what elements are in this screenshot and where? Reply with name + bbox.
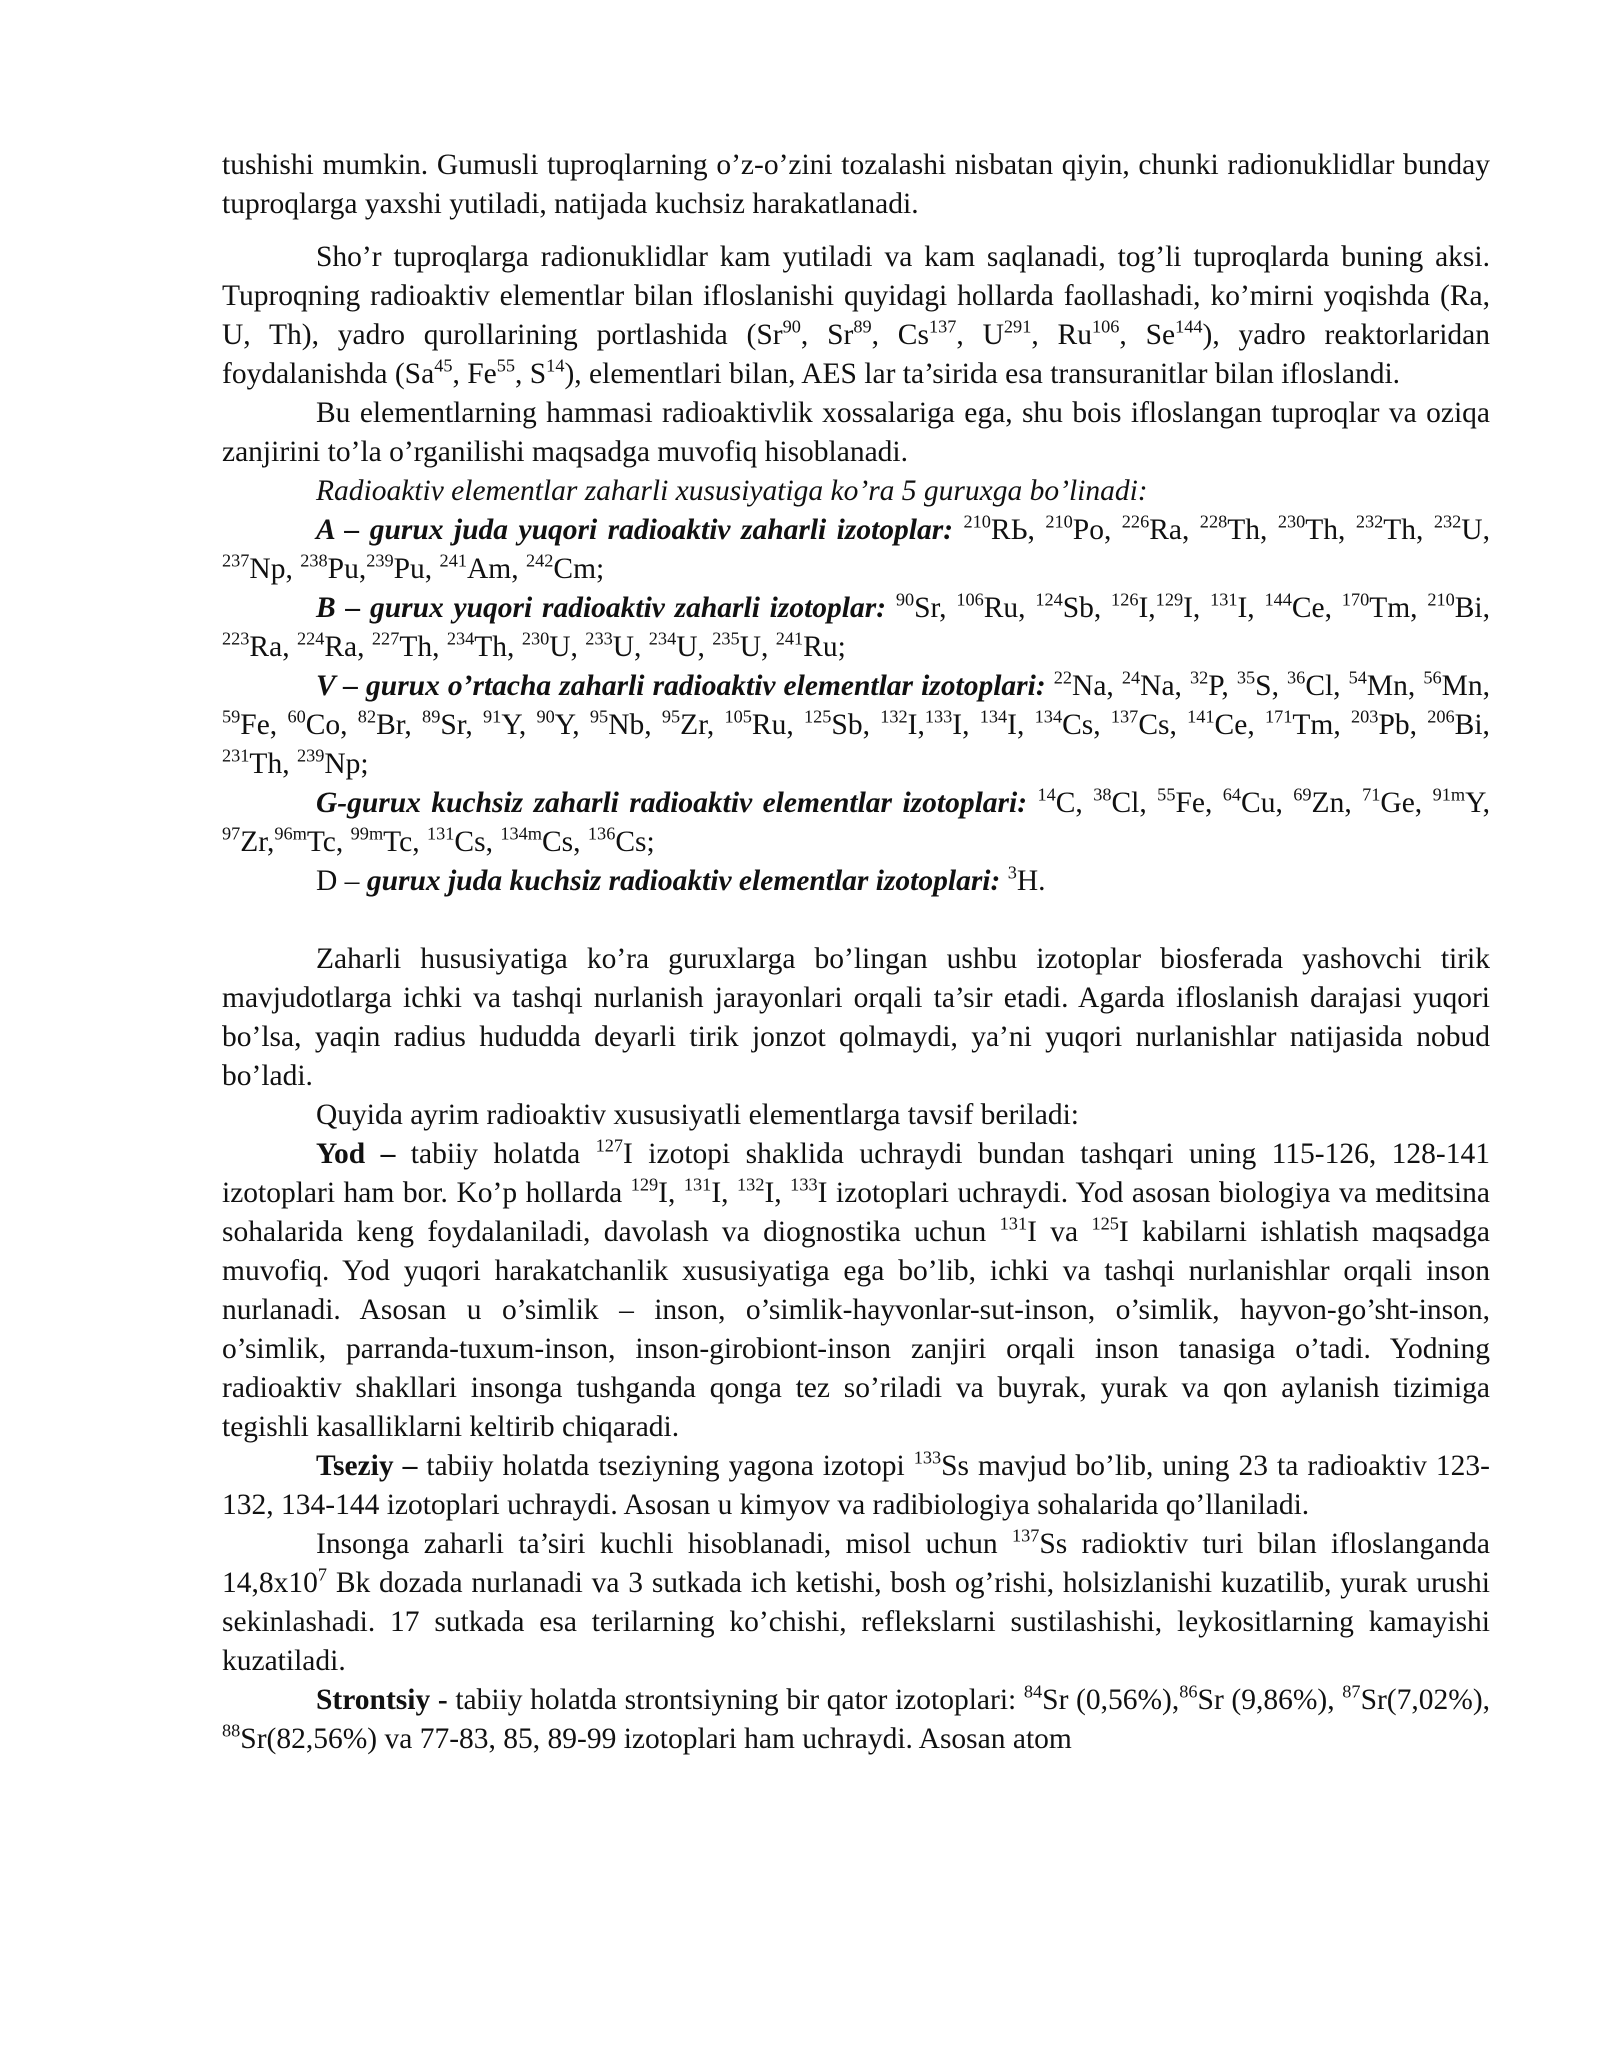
superscript: 60 bbox=[287, 706, 306, 727]
group-v bbox=[222, 667, 1490, 784]
superscript: 7 bbox=[317, 1564, 328, 1585]
superscript: 171 bbox=[1264, 706, 1293, 727]
superscript: 35 bbox=[1236, 667, 1256, 688]
text: I, bbox=[764, 1177, 791, 1209]
superscript: 224 bbox=[296, 628, 325, 649]
text: I, bbox=[711, 1177, 738, 1209]
superscript: 230 bbox=[521, 628, 550, 649]
text: , Ru bbox=[1031, 319, 1092, 351]
strontsiy-paragraph bbox=[222, 1681, 1490, 1759]
text: I izotopi shaklida uchraydi bundan tashqari uning 115-126, 128-141 izotoplari ham bor. Ko’p hollarda bbox=[222, 1138, 1490, 1209]
text: Am, bbox=[466, 553, 526, 585]
text: tabiiy holatda tseziyning yagona izotopi bbox=[417, 1450, 914, 1482]
superscript: 64 bbox=[1222, 784, 1242, 805]
text: Bk dozada nurlanadi va 3 sutkada ich ketishi, bosh og’rishi, holsizlanishi kuzatilib, yurak urushi sekinlashadi. 17 sutkada esa terilarning ko’chishi, reflekslarni sustilashishi, leykositlarning kamayishi kuzatiladi. bbox=[222, 1567, 1490, 1677]
superscript: 233 bbox=[585, 628, 613, 649]
text: Sr(7,02%), bbox=[1360, 1684, 1491, 1716]
text: U, bbox=[739, 631, 776, 663]
text: Cs; bbox=[615, 826, 655, 858]
superscript: 71 bbox=[1362, 784, 1381, 805]
text: Ge, bbox=[1380, 787, 1433, 819]
superscript: 136 bbox=[587, 823, 616, 844]
superscript: 95 bbox=[661, 706, 681, 727]
paragraph-7-text bbox=[222, 1525, 1490, 1677]
superscript: 133 bbox=[913, 1447, 942, 1468]
superscript: 227 bbox=[371, 628, 400, 649]
superscript: 86 bbox=[1179, 1681, 1198, 1702]
yod-paragraph bbox=[222, 1135, 1490, 1447]
text: Ra, bbox=[1149, 514, 1200, 546]
text: ), elementlari bilan, AES lar ta’sirida esa transuranitlar bilan ifloslandi. bbox=[564, 358, 1401, 390]
isotope-list bbox=[1000, 862, 1046, 897]
text: Th, bbox=[474, 631, 522, 663]
text: I, bbox=[1138, 592, 1156, 624]
text bbox=[1046, 670, 1054, 702]
superscript: 124 bbox=[1035, 589, 1063, 610]
text: I, bbox=[907, 709, 925, 741]
superscript: 134m bbox=[500, 823, 542, 844]
group-g bbox=[222, 784, 1490, 862]
superscript: 127 bbox=[595, 1135, 624, 1156]
group-d bbox=[222, 862, 1490, 901]
text: Ss radioktiv turi bilan ifloslanganda 14,8x10 bbox=[222, 1528, 1490, 1599]
superscript: 203 bbox=[1351, 706, 1379, 727]
superscript: 206 bbox=[1427, 706, 1455, 727]
tseziy-term: Tseziy – bbox=[316, 1450, 418, 1482]
group-d-prefix: D – bbox=[316, 865, 367, 897]
superscript: 137 bbox=[1110, 706, 1139, 727]
superscript: 210 bbox=[1427, 589, 1455, 610]
text: ), yadro reaktorlaridan foydalanishda (Sa bbox=[222, 319, 1490, 390]
text: RЬ, bbox=[990, 514, 1046, 546]
text: Th, bbox=[1227, 514, 1278, 546]
text: Tc, bbox=[306, 826, 351, 858]
superscript: 235 bbox=[712, 628, 740, 649]
superscript: 106 bbox=[956, 589, 984, 610]
superscript: 69 bbox=[1293, 784, 1312, 805]
text: Ru, bbox=[751, 709, 804, 741]
tseziy-paragraph bbox=[222, 1447, 1490, 1525]
text: Cs, bbox=[1138, 709, 1188, 741]
text: Pb, bbox=[1378, 709, 1428, 741]
superscript: 223 bbox=[222, 628, 250, 649]
superscript: 226 bbox=[1121, 511, 1150, 532]
superscript: 89 bbox=[422, 706, 441, 727]
superscript: 32 bbox=[1190, 667, 1209, 688]
superscript: 55 bbox=[496, 355, 515, 376]
text: Y, bbox=[554, 709, 590, 741]
text: Sr, bbox=[440, 709, 484, 741]
superscript: 55 bbox=[1157, 784, 1176, 805]
superscript: 59 bbox=[222, 706, 241, 727]
text: Tm, bbox=[1292, 709, 1352, 741]
group-a bbox=[222, 511, 1490, 589]
group-d-heading: gurux juda kuchsiz radioaktiv elementlar izotoplari: bbox=[366, 865, 1001, 897]
superscript: 38 bbox=[1093, 784, 1112, 805]
text bbox=[1000, 865, 1007, 897]
text: Th, bbox=[249, 748, 297, 780]
superscript: 144 bbox=[1264, 589, 1292, 610]
superscript: 105 bbox=[724, 706, 752, 727]
text: Mn, bbox=[1366, 670, 1424, 702]
text: Th, bbox=[399, 631, 447, 663]
text: Zr, bbox=[680, 709, 725, 741]
document-page bbox=[222, 146, 1490, 1759]
superscript: 133 bbox=[924, 706, 953, 727]
text: Sr (0,56%), bbox=[1042, 1684, 1180, 1716]
superscript: 99m bbox=[350, 823, 384, 844]
text: Ru, bbox=[983, 592, 1036, 624]
text: , Cs bbox=[871, 319, 929, 351]
text bbox=[886, 592, 896, 624]
text: I, bbox=[1183, 592, 1211, 624]
group-v-heading: V – gurux o’rtacha zaharli radioaktiv elementlar izotoplari: bbox=[316, 670, 1046, 702]
text: Ce, bbox=[1214, 709, 1265, 741]
superscript: 232 bbox=[1355, 511, 1384, 532]
superscript: 97 bbox=[222, 823, 241, 844]
superscript: 234 bbox=[648, 628, 677, 649]
superscript: 82 bbox=[357, 706, 377, 727]
superscript: 230 bbox=[1277, 511, 1306, 532]
text: Bi, bbox=[1454, 592, 1490, 624]
superscript: 144 bbox=[1175, 316, 1203, 337]
text: Br, bbox=[376, 709, 423, 741]
text: I, bbox=[1007, 709, 1035, 741]
superscript: 132 bbox=[880, 706, 908, 727]
text: tabiiy holatda bbox=[395, 1138, 596, 1170]
superscript: 170 bbox=[1341, 589, 1370, 610]
text: Np; bbox=[324, 748, 369, 780]
superscript: 131 bbox=[999, 1213, 1028, 1234]
text: Pu, bbox=[393, 553, 440, 585]
superscript: 141 bbox=[1187, 706, 1215, 727]
group-a-heading: A – gurux juda yuqori radioaktiv zaharli izotoplar: bbox=[316, 514, 954, 546]
text: Fe, bbox=[1175, 787, 1223, 819]
superscript: 56 bbox=[1423, 667, 1442, 688]
superscript: 54 bbox=[1348, 667, 1367, 688]
text: Zn, bbox=[1311, 787, 1363, 819]
text: I va bbox=[1027, 1216, 1092, 1248]
text: Sr, bbox=[914, 592, 957, 624]
superscript: 131 bbox=[1210, 589, 1238, 610]
text: , U bbox=[956, 319, 1004, 351]
text: Ru; bbox=[803, 631, 846, 663]
superscript: 137 bbox=[928, 316, 957, 337]
superscript: 24 bbox=[1121, 667, 1141, 688]
superscript: 238 bbox=[300, 550, 328, 571]
superscript: 133 bbox=[790, 1174, 818, 1195]
superscript: 22 bbox=[1053, 667, 1073, 688]
text: I kabilarni ishlatish maqsadga muvofiq. Yod yuqori harakatchanlik xususiyatiga ega bo’lib, ichki va tashqi nurlanishlar orqali inson nurlanadi. Asosan u o’simlik – inson, o’simlik-hayvonlar-sut-inson, o’simlik, hayvon-go’sht-inson, o’simlik, parranda-tuxum-inson, inson-girobiont-inson zanjiri orqali inson tanasiga o’tadi. Yodning radioaktiv shakllari insonga tushganda qonga tez so’riladi va buyrak, yurak va qon aylanish tizimiga tegishli kasalliklarni keltirib chiqaradi. bbox=[222, 1216, 1491, 1443]
text: Pu, bbox=[327, 553, 367, 585]
superscript: 241 bbox=[439, 550, 467, 571]
text: Ce, bbox=[1291, 592, 1342, 624]
superscript: 291 bbox=[1003, 316, 1032, 337]
text: U, bbox=[1461, 514, 1490, 546]
superscript: 125 bbox=[803, 706, 832, 727]
superscript: 239 bbox=[296, 745, 325, 766]
text: Na, bbox=[1072, 670, 1122, 702]
superscript: 95 bbox=[589, 706, 609, 727]
text: tabiiy holatda strontsiyning bir qator izotoplari: bbox=[447, 1684, 1024, 1716]
text: I, bbox=[658, 1177, 684, 1209]
paragraph-1: tushishi mumkin. Gumusli tuproqlarning o’z-o’zini tozalashi nisbatan qiyin, chunki radionuklidlar bunday tuproqlarga yaxshi yutiladi, natijada kuchsiz harakatlanadi. bbox=[222, 149, 1490, 220]
paragraph-7 bbox=[222, 1525, 1490, 1681]
text: I, bbox=[1237, 592, 1265, 624]
text: Cm; bbox=[553, 553, 605, 585]
paragraph-6: Quyida ayrim radioaktiv xususiyatli elementlarga tavsif beriladi: bbox=[316, 1099, 1079, 1131]
superscript: 132 bbox=[737, 1174, 765, 1195]
text: Tc, bbox=[383, 826, 427, 858]
superscript: 14 bbox=[1037, 784, 1056, 805]
text bbox=[1027, 787, 1037, 819]
group-g-heading: G-gurux kuchsiz zaharli radioaktiv elementlar izotoplari: bbox=[316, 787, 1028, 819]
superscript: 126 bbox=[1111, 589, 1139, 610]
superscript: 125 bbox=[1091, 1213, 1119, 1234]
paragraph-5: Zaharli hususiyatiga ko’ra guruxlarga bo’lingan ushbu izotoplar biosferada yashovchi tirik mavjudotlarga ichki va tashqi nurlanish jarayonlari orqali ta’sir etadi. Agarda ifloslanish darajasi yuqori bo’lsa, yaqin radius hududda deyarli tirik jonzot qolmaydi, ya’ni yuqori nurlanishlar natijasida nobud bo’ladi. bbox=[222, 943, 1490, 1092]
text: Y, bbox=[1465, 787, 1491, 819]
superscript: 106 bbox=[1091, 316, 1120, 337]
text: Mn, bbox=[1441, 670, 1490, 702]
superscript: 134 bbox=[1034, 706, 1063, 727]
text: Cs, bbox=[454, 826, 501, 858]
yod-term: Yod – bbox=[316, 1138, 396, 1170]
superscript: 45 bbox=[434, 355, 453, 376]
text: Insonga zaharli ta’siri kuchli hisoblanadi, misol uchun bbox=[316, 1528, 1012, 1560]
text: I, bbox=[952, 709, 980, 741]
text: C, bbox=[1055, 787, 1094, 819]
text: Th, bbox=[1383, 514, 1434, 546]
superscript: 91m bbox=[1432, 784, 1466, 805]
superscript: 87 bbox=[1342, 1681, 1361, 1702]
superscript: 84 bbox=[1023, 1681, 1043, 1702]
text: Np, bbox=[249, 553, 301, 585]
text: Co, bbox=[305, 709, 358, 741]
text: , S bbox=[515, 358, 547, 390]
yod-text bbox=[222, 1135, 1491, 1443]
text: Cs, bbox=[1062, 709, 1111, 741]
superscript: 241 bbox=[775, 628, 804, 649]
text: I izotoplari uchraydi. Yod asosan biologiya va meditsina sohalarida keng foydalaniladi, davolash va diognostika uchun bbox=[222, 1177, 1491, 1248]
text: Cl, bbox=[1305, 670, 1349, 702]
text: Po, bbox=[1072, 514, 1122, 546]
text bbox=[953, 514, 963, 546]
superscript: 90 bbox=[782, 316, 801, 337]
paragraph-3: Bu elementlarning hammasi radioaktivlik xossalariga ega, shu bois ifloslangan tuproqlar va oziqa zanjirini to’la o’rganilishi maqsadga muvofiq hisoblanadi. bbox=[222, 397, 1490, 468]
superscript: 89 bbox=[853, 316, 872, 337]
text: Nb, bbox=[608, 709, 662, 741]
text: U, bbox=[549, 631, 586, 663]
groups-intro: Radioaktiv elementlar zaharli xususiyatiga ko’ra 5 guruxga bo’linadi: bbox=[316, 475, 1148, 507]
superscript: 90 bbox=[895, 589, 915, 610]
group-b-heading: B – gurux yuqori radioaktiv zaharli izotoplar: bbox=[316, 592, 887, 624]
superscript: 129 bbox=[1155, 589, 1184, 610]
superscript: 237 bbox=[222, 550, 250, 571]
text: Cs, bbox=[541, 826, 588, 858]
text: Sr(82,56%) va 77-83, 85, 89-99 izotoplari ham uchraydi. Asosan atom bbox=[240, 1723, 1072, 1755]
text: Na, bbox=[1140, 670, 1191, 702]
text: , Sr bbox=[800, 319, 854, 351]
superscript: 231 bbox=[222, 745, 250, 766]
text: P, bbox=[1208, 670, 1237, 702]
superscript: 234 bbox=[446, 628, 475, 649]
text: Sho’r tuproqlarga radionuklidlar kam yutiladi va kam saqlanadi, tog’li tuproqlarda buning aksi. Tuproqning radioaktiv elementlar bilan ifloslanishi quyidagi hollarda faollashadi, ko’mirni yoqishda (Ra, U, Th), yadro qurollarining portlashida (Sr bbox=[222, 241, 1490, 351]
superscript: 131 bbox=[683, 1174, 712, 1195]
superscript: 36 bbox=[1287, 667, 1306, 688]
superscript: 137 bbox=[1011, 1525, 1040, 1546]
superscript: 210 bbox=[1045, 511, 1073, 532]
text: , Se bbox=[1119, 319, 1176, 351]
text: Sb, bbox=[1062, 592, 1112, 624]
text: Bi, bbox=[1454, 709, 1490, 741]
superscript: 239 bbox=[366, 550, 394, 571]
superscript: 96m bbox=[274, 823, 307, 844]
text: Ss mavjud bo’lib, uning 23 ta radioaktiv 123-132, 134-144 izotoplari uchraydi. Asosan u kimyov va radibiologiya sohalarida qo’llaniladi. bbox=[222, 1450, 1490, 1521]
group-b bbox=[222, 589, 1490, 667]
superscript: 14 bbox=[546, 355, 565, 376]
superscript: 91 bbox=[483, 706, 502, 727]
paragraph-2 bbox=[222, 238, 1490, 394]
text: Ra, bbox=[249, 631, 297, 663]
text: Cl, bbox=[1111, 787, 1158, 819]
superscript: 3 bbox=[1007, 862, 1017, 883]
superscript: 242 bbox=[525, 550, 554, 571]
text: Fe, bbox=[240, 709, 288, 741]
text: Tm, bbox=[1369, 592, 1428, 624]
text: U, bbox=[612, 631, 649, 663]
strontsiy-term: Strontsiy - bbox=[316, 1684, 448, 1716]
superscript: 90 bbox=[536, 706, 555, 727]
text: Sr (9,86%), bbox=[1197, 1684, 1343, 1716]
superscript: 131 bbox=[426, 823, 455, 844]
text: U, bbox=[676, 631, 713, 663]
text: Th, bbox=[1305, 514, 1356, 546]
text: S, bbox=[1255, 670, 1288, 702]
text: Zr, bbox=[240, 826, 275, 858]
text: H. bbox=[1016, 865, 1046, 897]
superscript: 129 bbox=[630, 1174, 659, 1195]
text: Y, bbox=[501, 709, 537, 741]
superscript: 232 bbox=[1433, 511, 1462, 532]
text: Ra, bbox=[324, 631, 372, 663]
text: , Fe bbox=[452, 358, 497, 390]
superscript: 210 bbox=[963, 511, 991, 532]
superscript: 228 bbox=[1199, 511, 1228, 532]
superscript: 134 bbox=[979, 706, 1008, 727]
text: Sb, bbox=[831, 709, 881, 741]
superscript: 88 bbox=[222, 1720, 241, 1741]
text: Cu, bbox=[1241, 787, 1294, 819]
